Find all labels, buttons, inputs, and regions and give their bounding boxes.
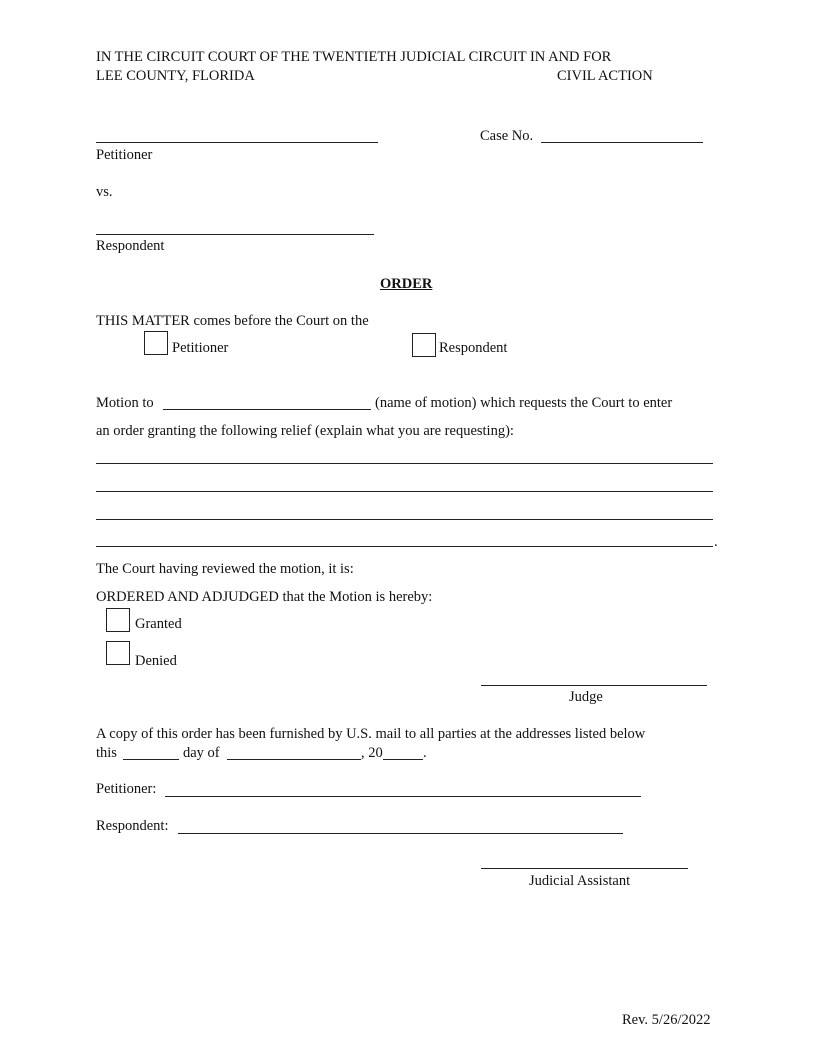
- petitioner-checkbox-label: Petitioner: [172, 340, 229, 356]
- service-statement: A copy of this order has been furnished by U.S. mail to all parties at the addresses listed below: [96, 726, 646, 742]
- vs-label: vs.: [96, 184, 113, 200]
- petitioner-name-line[interactable]: [96, 142, 378, 143]
- court-reviewed-text: The Court having reviewed the motion, it is:: [96, 561, 354, 577]
- service-month-line[interactable]: [227, 759, 361, 760]
- case-no-line[interactable]: [541, 142, 703, 143]
- petitioner-label: Petitioner: [96, 147, 153, 163]
- judge-label: Judge: [569, 689, 603, 705]
- service-day-of-label: day of: [183, 745, 220, 761]
- service-petitioner-line[interactable]: [165, 796, 641, 797]
- granted-label: Granted: [135, 616, 182, 632]
- service-year-suffix: .: [423, 745, 427, 761]
- civil-action-label: CIVIL ACTION: [557, 68, 653, 84]
- case-no-label: Case No.: [480, 128, 534, 144]
- denied-checkbox[interactable]: [106, 641, 130, 665]
- respondent-name-line[interactable]: [96, 234, 374, 235]
- service-year-line[interactable]: [383, 759, 423, 760]
- relief-instruction: an order granting the following relief (explain what you are requesting):: [96, 423, 514, 439]
- service-respondent-label: Respondent:: [96, 818, 169, 834]
- respondent-label: Respondent: [96, 238, 165, 254]
- service-respondent-line[interactable]: [178, 833, 623, 834]
- motion-suffix: (name of motion) which requests the Court to enter: [375, 395, 673, 411]
- relief-line-1[interactable]: [96, 463, 713, 464]
- petitioner-checkbox[interactable]: [144, 331, 168, 355]
- denied-label: Denied: [135, 653, 177, 669]
- judge-signature-line[interactable]: [481, 685, 707, 686]
- relief-line-4[interactable]: [96, 546, 713, 547]
- revision-date: Rev. 5/26/2022: [622, 1012, 711, 1028]
- matter-intro: THIS MATTER comes before the Court on the: [96, 313, 369, 329]
- respondent-checkbox[interactable]: [412, 333, 436, 357]
- respondent-checkbox-label: Respondent: [439, 340, 508, 356]
- ordered-adjudged-text: ORDERED AND ADJUDGED that the Motion is hereby:: [96, 589, 433, 605]
- granted-checkbox[interactable]: [106, 608, 130, 632]
- relief-end-period: .: [714, 534, 718, 550]
- relief-line-3[interactable]: [96, 519, 713, 520]
- service-this-label: this: [96, 745, 117, 761]
- court-header-line1: IN THE CIRCUIT COURT OF THE TWENTIETH JUDICIAL CIRCUIT IN AND FOR: [96, 49, 612, 65]
- judicial-assistant-label: Judicial Assistant: [529, 873, 631, 889]
- assistant-signature-line[interactable]: [481, 868, 688, 869]
- court-header-county: LEE COUNTY, FLORIDA: [96, 68, 255, 84]
- service-day-line[interactable]: [123, 759, 179, 760]
- motion-prefix: Motion to: [96, 395, 154, 411]
- motion-name-line[interactable]: [163, 409, 371, 410]
- order-title: ORDER: [380, 276, 433, 292]
- service-petitioner-label: Petitioner:: [96, 781, 157, 797]
- service-year-prefix: , 20: [361, 745, 383, 761]
- relief-line-2[interactable]: [96, 491, 713, 492]
